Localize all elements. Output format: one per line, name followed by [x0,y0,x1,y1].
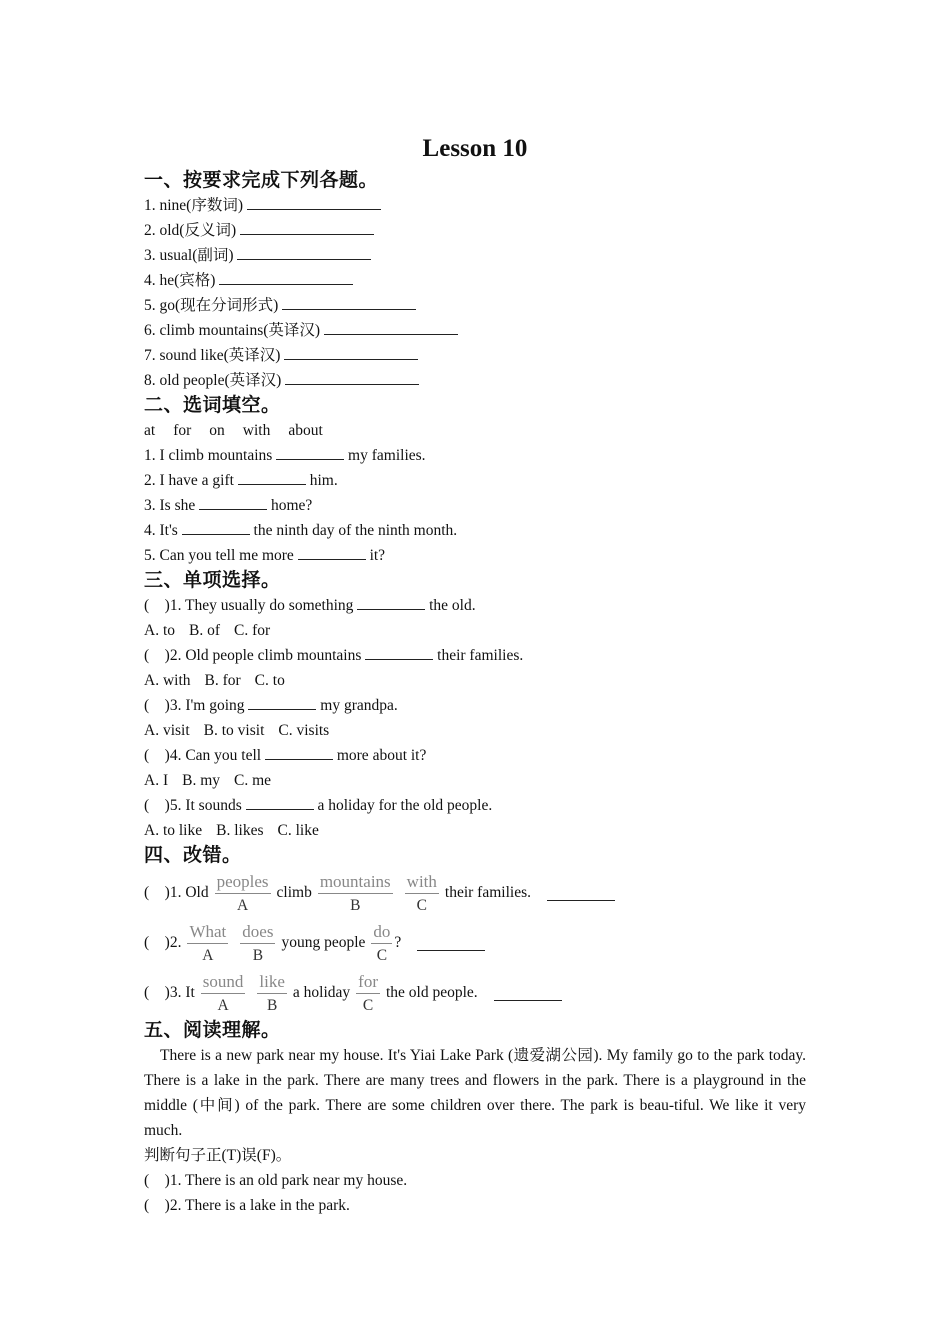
s1-item: 8. old people(英译汉) [144,368,806,393]
s3-question: ( )1. They usually do something the old. [144,597,476,614]
tf-item: ( )1. There is an old park near my house. [144,1172,408,1189]
underlined-option: mountains B [319,871,391,914]
s3-question: ( )3. I'm going my grandpa. [144,697,398,714]
s1-item: 4. he(宾格) [144,268,806,293]
answer-blank[interactable] [324,320,458,335]
s1-item: 7. sound like(英译汉) [144,343,806,368]
s1-item: 2. old(反义词) [144,218,806,243]
section-5-heading: 五、阅读理解。 [144,1019,281,1041]
s2-item: 1. I climb mountains my families. [144,447,426,464]
answer-blank[interactable] [240,220,374,235]
s2-item: 3. Is she home? [144,497,313,514]
answer-blank[interactable] [357,595,425,610]
underlined-option: What A [189,921,227,964]
underlined-option: does B [242,921,274,964]
section-3-heading: 三、单项选择。 [144,569,281,591]
worksheet [144,130,806,1218]
s4-question: ( )1. Old peoples A climb mountains B with C their families. [144,868,806,918]
s1-item: 6. climb mountains(英译汉) [144,318,806,343]
answer-blank[interactable] [248,695,316,710]
answer-blank[interactable] [247,195,381,210]
underlined-option: with C [406,871,437,914]
answer-blank[interactable] [365,645,433,660]
underlined-option: like B [259,971,285,1014]
answer-blank[interactable] [219,270,353,285]
underlined-option: for C [358,971,378,1014]
section-2-heading: 二、选词填空。 [144,394,281,416]
underlined-option: sound A [202,971,244,1014]
underlined-option: peoples A [216,871,269,914]
answer-blank[interactable] [417,936,485,951]
s3-options: A. to B. of C. for [144,622,271,639]
s3-question: ( )2. Old people climb mountains their families. [144,647,524,664]
s3-options: A. I B. my C. me [144,772,272,789]
answer-blank[interactable] [237,245,371,260]
answer-blank[interactable] [199,495,267,510]
s3-options: A. visit B. to visit C. visits [144,722,330,739]
answer-blank[interactable] [238,470,306,485]
answer-blank[interactable] [547,886,615,901]
answer-blank[interactable] [246,795,314,810]
s1-item: 1. nine(序数词) [144,193,806,218]
answer-blank[interactable] [494,986,562,1001]
s4-question: ( )3. It sound A like B a holiday for C the old people. [144,968,806,1018]
s1-item: 5. go(现在分词形式) [144,293,806,318]
s3-question: ( )5. It sounds a holiday for the old people. [144,797,493,814]
answer-blank[interactable] [265,745,333,760]
page-title: Lesson 10 [422,135,528,162]
answer-blank[interactable] [182,520,250,535]
answer-blank[interactable] [282,295,416,310]
underlined-option: do C [373,921,391,964]
s1-item: 3. usual(副词) [144,243,806,268]
answer-blank[interactable] [285,370,419,385]
s3-options: A. to like B. likes C. like [144,822,319,839]
instruction: 判断句子正(T)误(F)。 [144,1147,292,1164]
s3-question: ( )4. Can you tell more about it? [144,747,427,764]
reading-passage: There is a new park near my house. It's Yiai Lake Park (遗爱湖公园). My family go to the park today. There is a lake in the park. There are many trees and flowers in the park. There is a playground in the middle (中间) of the park. There are some children over there. The park is beau-tiful. We like it very much. [144,1047,806,1139]
section-1-heading: 一、按要求完成下列各题。 [144,169,379,191]
s4-question: ( )2. What A does B young people do C ? [144,918,806,968]
s2-item: 5. Can you tell me more it? [144,547,386,564]
answer-blank[interactable] [284,345,418,360]
section-4-heading: 四、改错。 [144,844,242,866]
tf-item: ( )2. There is a lake in the park. [144,1197,350,1214]
answer-blank[interactable] [298,545,366,560]
s2-item: 2. I have a gift him. [144,472,338,489]
s3-options: A. with B. for C. to [144,672,285,689]
word-bank: at for on with about [144,422,323,439]
s2-item: 4. It's the ninth day of the ninth month. [144,522,458,539]
answer-blank[interactable] [276,445,344,460]
